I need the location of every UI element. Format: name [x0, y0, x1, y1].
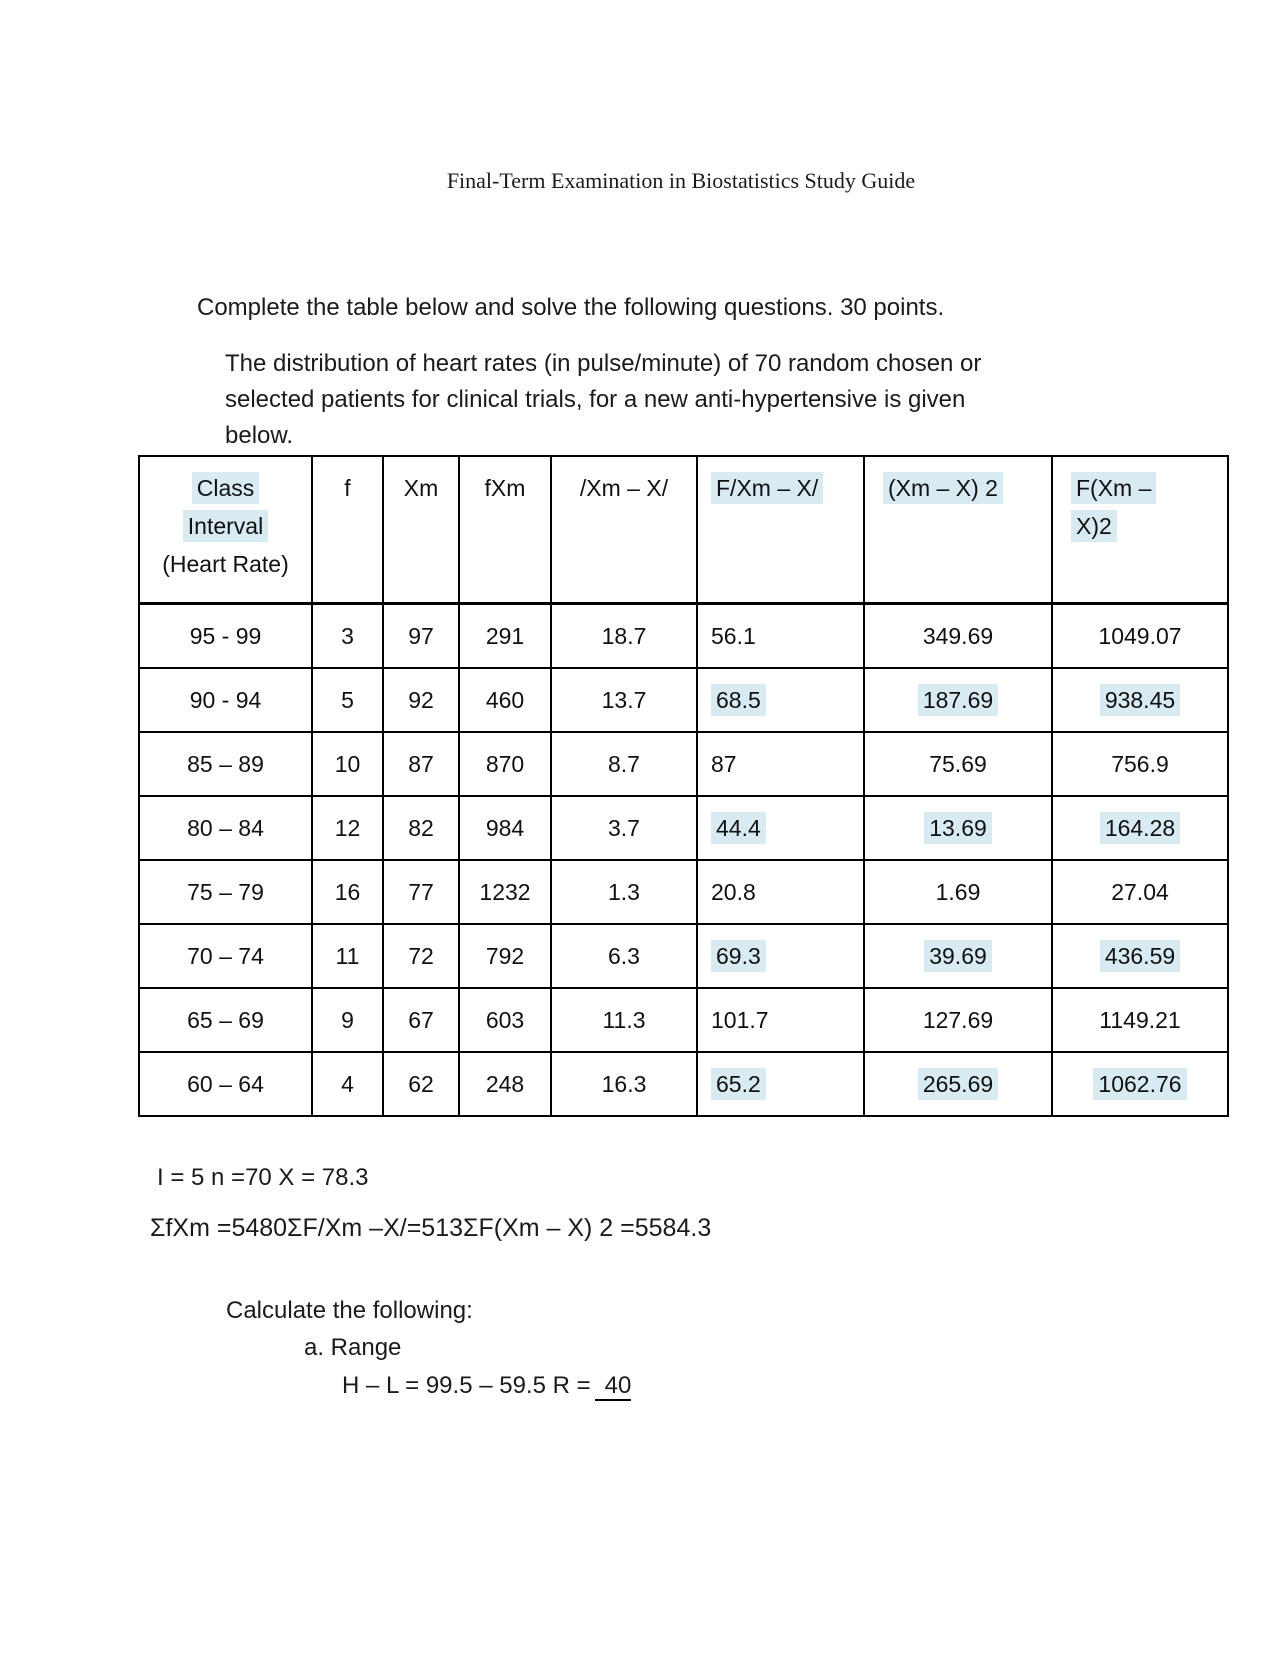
table-cell: 92 [383, 668, 459, 732]
header-f-abs-deviation [697, 456, 864, 604]
table-cell: 1.69 [864, 860, 1052, 924]
table-cell: 870 [459, 732, 551, 796]
header-fxm: fXm [459, 456, 551, 604]
table-cell: 1149.21 [1052, 988, 1228, 1052]
table-cell: 65 – 69 [139, 988, 312, 1052]
table-cell: 77 [383, 860, 459, 924]
table-cell: 1.3 [551, 860, 697, 924]
table-cell: 67 [383, 988, 459, 1052]
highlighted-value: 436.59 [1100, 940, 1180, 972]
table-cell: 16.3 [551, 1052, 697, 1116]
header-f: f [312, 456, 383, 604]
highlighted-value: 39.69 [924, 940, 992, 972]
range-answer: 40 [595, 1372, 632, 1401]
table-cell: 85 – 89 [139, 732, 312, 796]
table-cell: 90 - 94 [139, 668, 312, 732]
table-cell: 792 [459, 924, 551, 988]
table-cell: 3.7 [551, 796, 697, 860]
table-cell: 5 [312, 668, 383, 732]
table-cell: 349.69 [864, 604, 1052, 669]
table-row [139, 604, 1228, 669]
table-cell: 16 [312, 860, 383, 924]
table-cell: 603 [459, 988, 551, 1052]
table-cell: 8.7 [551, 732, 697, 796]
table-cell: 6.3 [551, 924, 697, 988]
table-cell: 18.7 [551, 604, 697, 669]
highlighted-value: 938.45 [1100, 684, 1180, 716]
highlighted-value: 68.5 [711, 684, 766, 716]
table-header-row [139, 456, 1228, 604]
calculate-heading: Calculate the following: [226, 1297, 473, 1324]
highlighted-value: 265.69 [918, 1068, 998, 1100]
highlighted-header-text: Interval [183, 510, 268, 542]
frequency-distribution-table [138, 455, 1229, 1117]
table-cell: 20.8 [697, 860, 864, 924]
table-cell: 291 [459, 604, 551, 669]
table-cell [1052, 796, 1228, 860]
highlighted-header-text: Class [192, 472, 260, 504]
header-class-interval [139, 456, 312, 604]
highlighted-value: 187.69 [918, 684, 998, 716]
table-cell [697, 796, 864, 860]
table-cell [864, 1052, 1052, 1116]
table-cell: 13.7 [551, 668, 697, 732]
table-cell: 80 – 84 [139, 796, 312, 860]
table-row [139, 796, 1228, 860]
table-cell: 4 [312, 1052, 383, 1116]
table-cell: 10 [312, 732, 383, 796]
table-cell: 62 [383, 1052, 459, 1116]
header-squared-deviation [864, 456, 1052, 604]
table-cell: 70 – 74 [139, 924, 312, 988]
range-calculation [342, 1372, 631, 1400]
header-xm: Xm [383, 456, 459, 604]
table-cell: 756.9 [1052, 732, 1228, 796]
instruction-text: Complete the table below and solve the following questions. 30 points. [197, 294, 945, 321]
table-cell: 56.1 [697, 604, 864, 669]
range-formula: H – L = 99.5 – 59.5 R = [342, 1372, 591, 1399]
table-cell [697, 924, 864, 988]
table-cell: 248 [459, 1052, 551, 1116]
table-cell [697, 1052, 864, 1116]
table-cell [864, 668, 1052, 732]
highlighted-header-text: (Xm – X) 2 [883, 472, 1003, 504]
document-title: Final-Term Examination in Biostatistics Study Guide [446, 168, 916, 193]
description-line: selected patients for clinical trials, for a new anti-hypertensive is given [225, 386, 966, 413]
table-cell: 1232 [459, 860, 551, 924]
header-text: (Heart Rate) [162, 551, 289, 577]
highlighted-value: 164.28 [1100, 812, 1180, 844]
table-cell [864, 924, 1052, 988]
table-cell: 72 [383, 924, 459, 988]
table-cell: 87 [697, 732, 864, 796]
header-f-squared-deviation [1052, 456, 1228, 604]
description-line: below. [225, 422, 294, 449]
sums-summary-line: ΣfXm =5480ΣF/Xm –X/=513ΣF(Xm – X) 2 =5584.3 [150, 1214, 712, 1242]
table-cell: 1049.07 [1052, 604, 1228, 669]
table-cell: 82 [383, 796, 459, 860]
header-abs-deviation: /Xm – X/ [551, 456, 697, 604]
table-cell: 12 [312, 796, 383, 860]
table-row [139, 924, 1228, 988]
table-row [139, 668, 1228, 732]
table-cell: 60 – 64 [139, 1052, 312, 1116]
table-cell: 127.69 [864, 988, 1052, 1052]
table-row [139, 1052, 1228, 1116]
table-cell: 3 [312, 604, 383, 669]
table-row [139, 988, 1228, 1052]
table-row [139, 732, 1228, 796]
table-cell: 984 [459, 796, 551, 860]
highlighted-header-text: F(Xm – [1071, 472, 1156, 504]
table-cell: 27.04 [1052, 860, 1228, 924]
table-cell: 11 [312, 924, 383, 988]
table-cell: 460 [459, 668, 551, 732]
table-cell [1052, 668, 1228, 732]
table-cell: 87 [383, 732, 459, 796]
table-cell [1052, 924, 1228, 988]
highlighted-value: 1062.76 [1093, 1068, 1186, 1100]
description-paragraph [225, 346, 981, 454]
table-cell [697, 668, 864, 732]
table-cell: 97 [383, 604, 459, 669]
highlighted-value: 13.69 [924, 812, 992, 844]
highlighted-header-text: X)2 [1071, 510, 1117, 542]
stats-summary-line: I = 5 n =70 X = 78.3 [157, 1164, 369, 1191]
table-cell: 95 - 99 [139, 604, 312, 669]
table-cell [1052, 1052, 1228, 1116]
table-cell [864, 796, 1052, 860]
table-cell: 75 – 79 [139, 860, 312, 924]
highlighted-value: 69.3 [711, 940, 766, 972]
table-row [139, 860, 1228, 924]
table-cell: 75.69 [864, 732, 1052, 796]
table-cell: 11.3 [551, 988, 697, 1052]
highlighted-value: 44.4 [711, 812, 766, 844]
highlighted-value: 65.2 [711, 1068, 766, 1100]
table-cell: 9 [312, 988, 383, 1052]
description-line: The distribution of heart rates (in pulse/minute) of 70 random chosen or [225, 350, 982, 377]
item-a-range: a. Range [304, 1334, 402, 1361]
highlighted-header-text: F/Xm – X/ [711, 472, 823, 504]
table-cell: 101.7 [697, 988, 864, 1052]
